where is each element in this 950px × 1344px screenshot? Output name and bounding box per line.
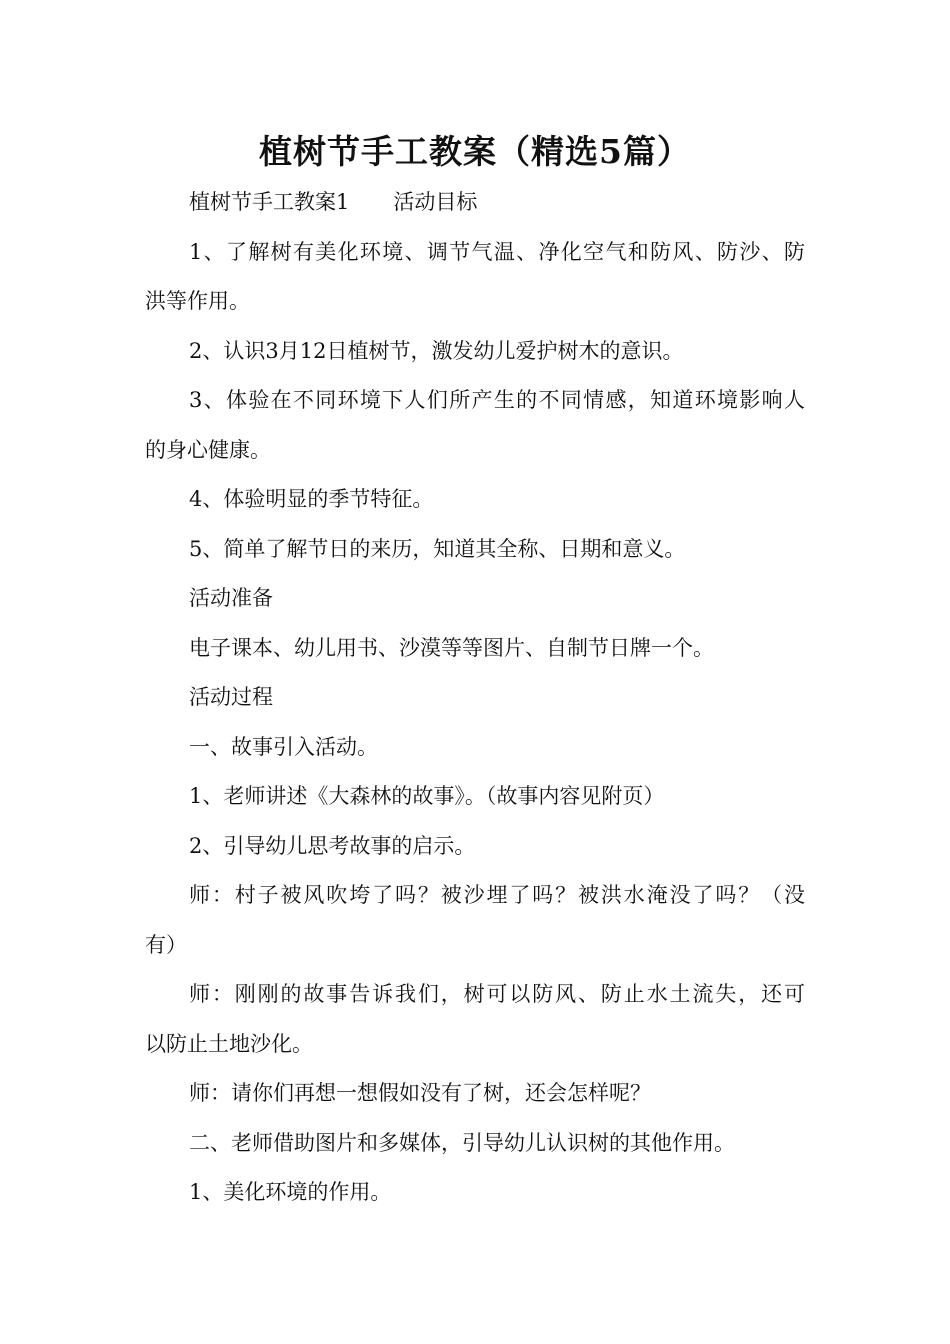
paragraph-line: 师：村子被风吹垮了吗？被沙埋了吗？被洪水淹没了吗？（没: [189, 883, 805, 907]
section-heading: [145, 178, 805, 228]
paragraph-line: 1、美化环境的作用。: [189, 1180, 392, 1204]
paragraph-line: 以防止土地沙化。: [145, 1031, 313, 1056]
paragraph-line: 电子课本、幼儿用书、沙漠等等图片、自制节日牌一个。: [189, 635, 714, 660]
paragraph-line: 3、体验在不同环境下人们所产生的不同情感，知道环境影响人: [189, 388, 805, 412]
paragraph-line: 4、体验明显的季节特征。: [189, 487, 434, 511]
paragraph-line: 2、认识3月12日植树节，激发幼儿爱护树木的意识。: [189, 338, 684, 363]
paragraph-line: 师：刚刚的故事告诉我们，树可以防风、防止水土流失，还可: [189, 982, 805, 1006]
paragraph-line: 的身心健康。: [145, 437, 271, 462]
section-title: 植树节手工教案1: [189, 190, 350, 214]
paragraph-line: 活动过程: [189, 685, 273, 709]
paragraph-line: 活动准备: [189, 586, 273, 610]
paragraph-line: 二、老师借助图片和多媒体，引导幼儿认识树的其他作用。: [189, 1130, 735, 1155]
paragraph-line: 有）: [145, 932, 187, 957]
paragraph-line: 1、了解树有美化环境、调节气温、净化空气和防风、防沙、防: [189, 239, 805, 264]
document-body: [145, 178, 805, 1218]
paragraph-line: 2、引导幼儿思考故事的启示。: [189, 833, 476, 858]
paragraph-line: 洪等作用。: [145, 289, 250, 313]
section-subtitle: 活动目标: [393, 190, 478, 214]
paragraph-line: 5、简单了解节日的来历，知道其全称、日期和意义。: [189, 536, 686, 561]
paragraph-line: 一、故事引入活动。: [189, 734, 378, 759]
paragraph-line: 1、老师讲述《大森林的故事》。（故事内容见附页）: [189, 784, 665, 808]
document-title: 植树节手工教案（精选5篇）: [259, 132, 691, 171]
paragraph-line: 师：请你们再想一想假如没有了树，还会怎样呢？: [189, 1081, 651, 1105]
